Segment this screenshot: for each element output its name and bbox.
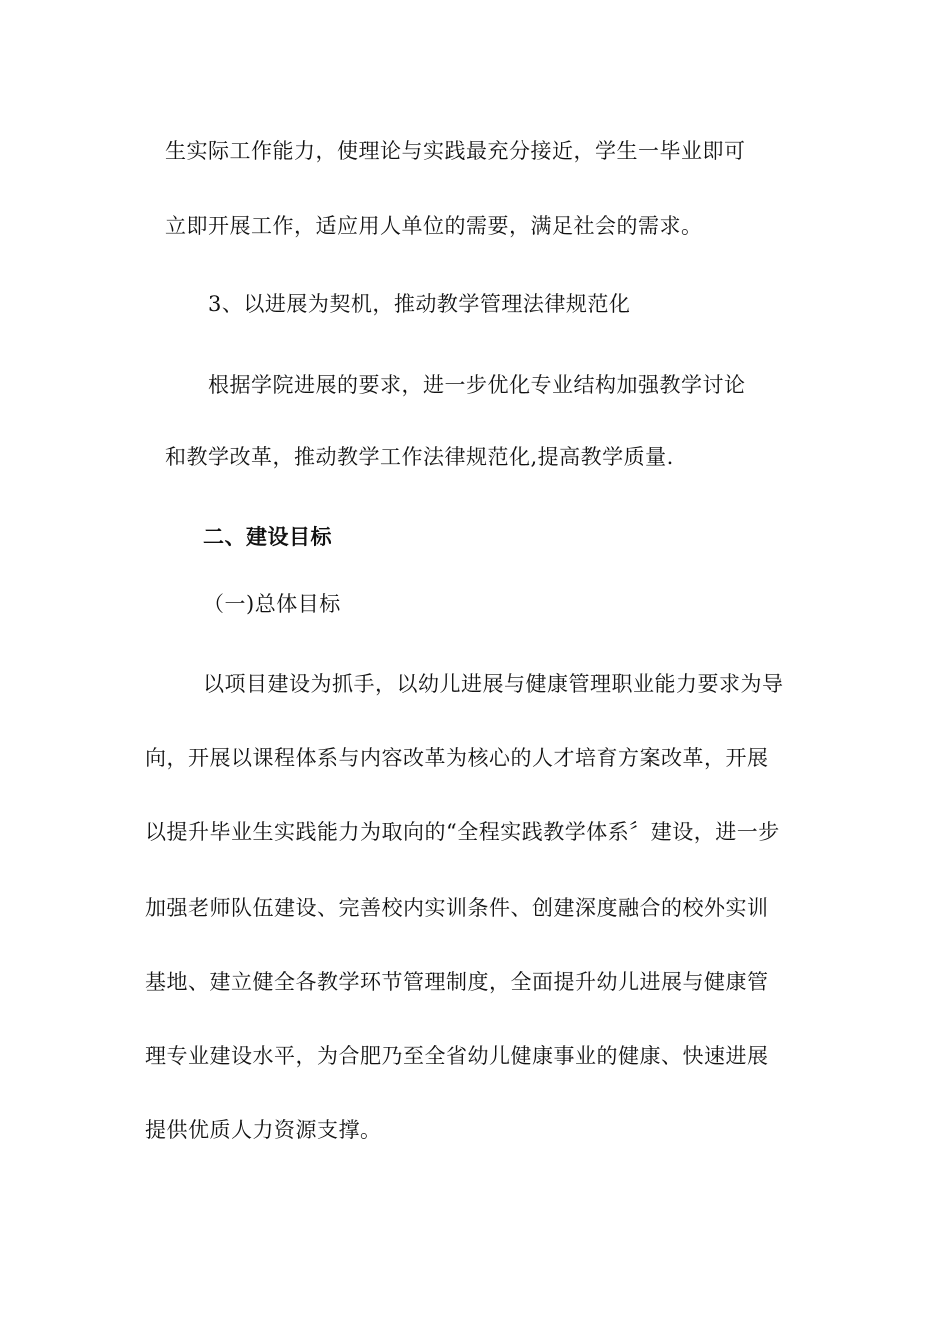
item-3-heading: 3、以进展为契机，推动教学管理法律规范化 <box>208 292 631 316</box>
body-line-5: 基地、建立健全各教学环节管理制度，全面提升幼儿进展与健康管 <box>145 970 769 994</box>
item-3-body-line-1: 根据学院进展的要求，进一步优化专业结构加强教学讨论 <box>208 373 746 397</box>
subsection-1-heading: （一)总体目标 <box>203 592 341 616</box>
body-line-1: 以项目建设为抓手，以幼儿进展与健康管理职业能力要求为导 <box>203 672 784 696</box>
body-line-2: 向，开展以课程体系与内容改革为核心的人才培育方案改革，开展 <box>145 746 769 770</box>
body-line-4: 加强老师队伍建设、完善校内实训条件、创建深度融合的校外实训 <box>145 896 769 920</box>
paragraph-line-1: 生实际工作能力，使理论与实践最充分接近，学生一毕业即可 <box>165 139 746 163</box>
paragraph-line-2: 立即开展工作，适应用人单位的需要，满足社会的需求。 <box>165 214 703 238</box>
section-2-heading: 二、建设目标 <box>203 525 332 549</box>
body-line-7: 提供优质人力资源支撑。 <box>145 1118 382 1142</box>
body-line-6: 理专业建设水平，为合肥乃至全省幼儿健康事业的健康、快速进展 <box>145 1044 769 1068</box>
body-line-3: 以提升毕业生实践能力为取向的“全程实践教学体系〞建设，进一步 <box>145 820 780 844</box>
item-3-body-line-2: 和教学改革，推动教学工作法律规范化,提高教学质量. <box>165 445 674 469</box>
